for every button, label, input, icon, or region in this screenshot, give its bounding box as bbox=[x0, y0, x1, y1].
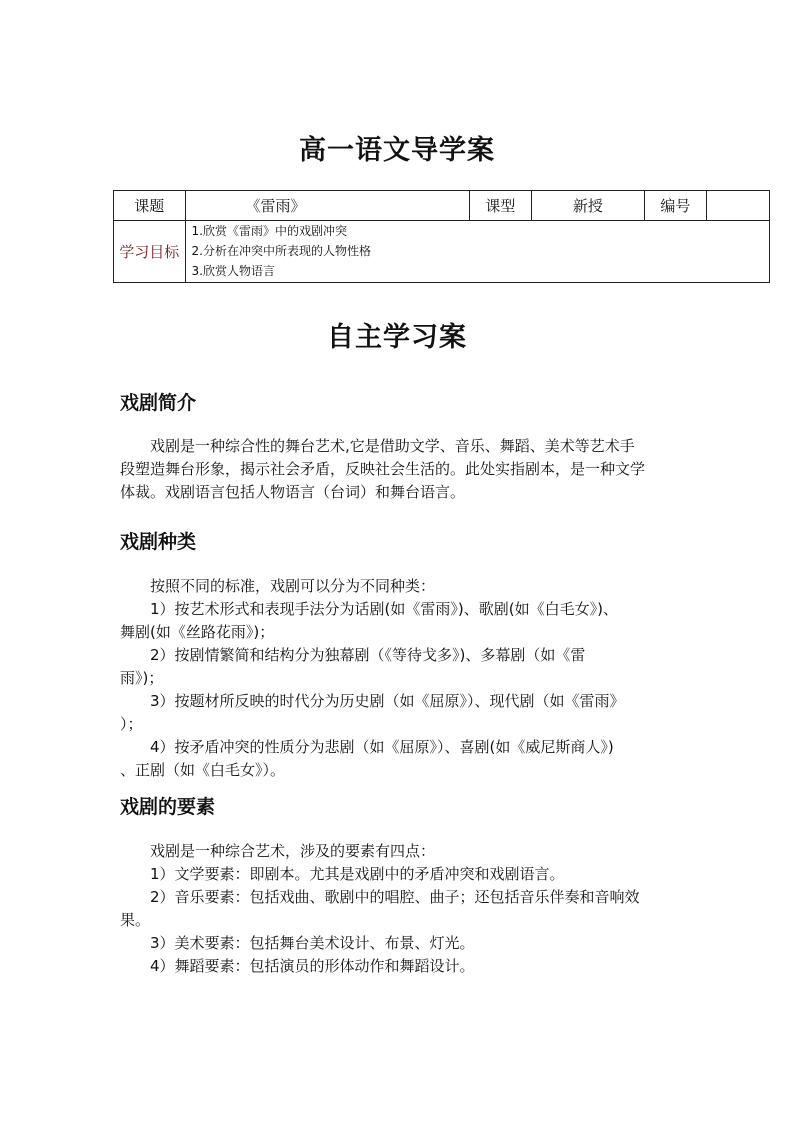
goal-item: 2.分析在冲突中所表现的人物性格 bbox=[191, 244, 371, 258]
heading-drama-types: 戏剧种类 bbox=[120, 531, 197, 553]
section-title: 自主学习案 bbox=[327, 322, 467, 353]
lesson-info-table bbox=[113, 190, 770, 283]
text-line: 1）文学要素：即剧本。尤其是戏剧中的矛盾冲突和戏剧语言。 bbox=[150, 865, 565, 883]
text-line: 雨》)； bbox=[120, 669, 164, 687]
goals-label: 学习目标 bbox=[114, 221, 186, 283]
paragraph-drama-types bbox=[120, 575, 676, 782]
type-value: 新授 bbox=[532, 191, 644, 221]
text-line: 2）音乐要素：包括戏曲、歌剧中的唱腔、曲子；还包括音乐伴奏和音响效 bbox=[150, 888, 640, 906]
topic-label: 课题 bbox=[114, 191, 186, 221]
heading-drama-elements: 戏剧的要素 bbox=[120, 796, 216, 818]
number-label: 编号 bbox=[644, 191, 707, 221]
text-line: 1）按艺术形式和表现手法分为话剧(如《雷雨》)、歌剧(如《白毛女》)、 bbox=[150, 600, 618, 618]
paragraph-drama-elements bbox=[120, 840, 676, 978]
goal-item: 3.欣赏人物语言 bbox=[191, 264, 275, 278]
text-line: 舞剧(如《丝路花雨》)； bbox=[120, 623, 275, 641]
text-line: 3）按题材所反映的时代分为历史剧（如《屈原》）、现代剧（如《雷雨》 bbox=[150, 692, 625, 710]
topic-value: 《雷雨》 bbox=[185, 191, 469, 221]
text-line: 段塑造舞台形象，揭示社会矛盾，反映社会生活的。此处实指剧本，是一种文学 bbox=[120, 460, 646, 478]
text-line: 、正剧（如《白毛女》）。 bbox=[120, 761, 286, 779]
text-line: 3）美术要素：包括舞台美术设计、布景、灯光。 bbox=[150, 934, 475, 952]
paragraph-drama-intro bbox=[120, 435, 676, 504]
text-line: 4）舞蹈要素：包括演员的形体动作和舞蹈设计。 bbox=[150, 957, 475, 975]
number-value bbox=[707, 191, 770, 221]
text-line: 2）按剧情繁简和结构分为独幕剧（《等待戈多》)、多幕剧（如《雷 bbox=[150, 646, 586, 664]
goal-item: 1.欣赏《雷雨》中的戏剧冲突 bbox=[191, 224, 347, 238]
heading-drama-intro: 戏剧简介 bbox=[120, 392, 197, 414]
text-line: 按照不同的标准，戏剧可以分为不同种类： bbox=[150, 577, 436, 595]
type-label: 课型 bbox=[469, 191, 532, 221]
document-title: 高一语文导学案 bbox=[299, 135, 495, 166]
goals-list bbox=[185, 221, 769, 283]
text-line: 戏剧是一种综合性的舞台艺术,它是借助文学、音乐、舞蹈、美术等艺术手 bbox=[150, 437, 635, 455]
text-line: 果。 bbox=[120, 911, 151, 929]
text-line: 4）按矛盾冲突的性质分为悲剧（如《屈原》）、喜剧(如《威尼斯商人》) bbox=[150, 738, 614, 756]
text-line: ）； bbox=[120, 715, 143, 733]
text-line: 戏剧是一种综合艺术，涉及的要素有四点： bbox=[150, 842, 436, 860]
text-line: 体裁。戏剧语言包括人物语言（台词）和舞台语言。 bbox=[120, 483, 466, 501]
